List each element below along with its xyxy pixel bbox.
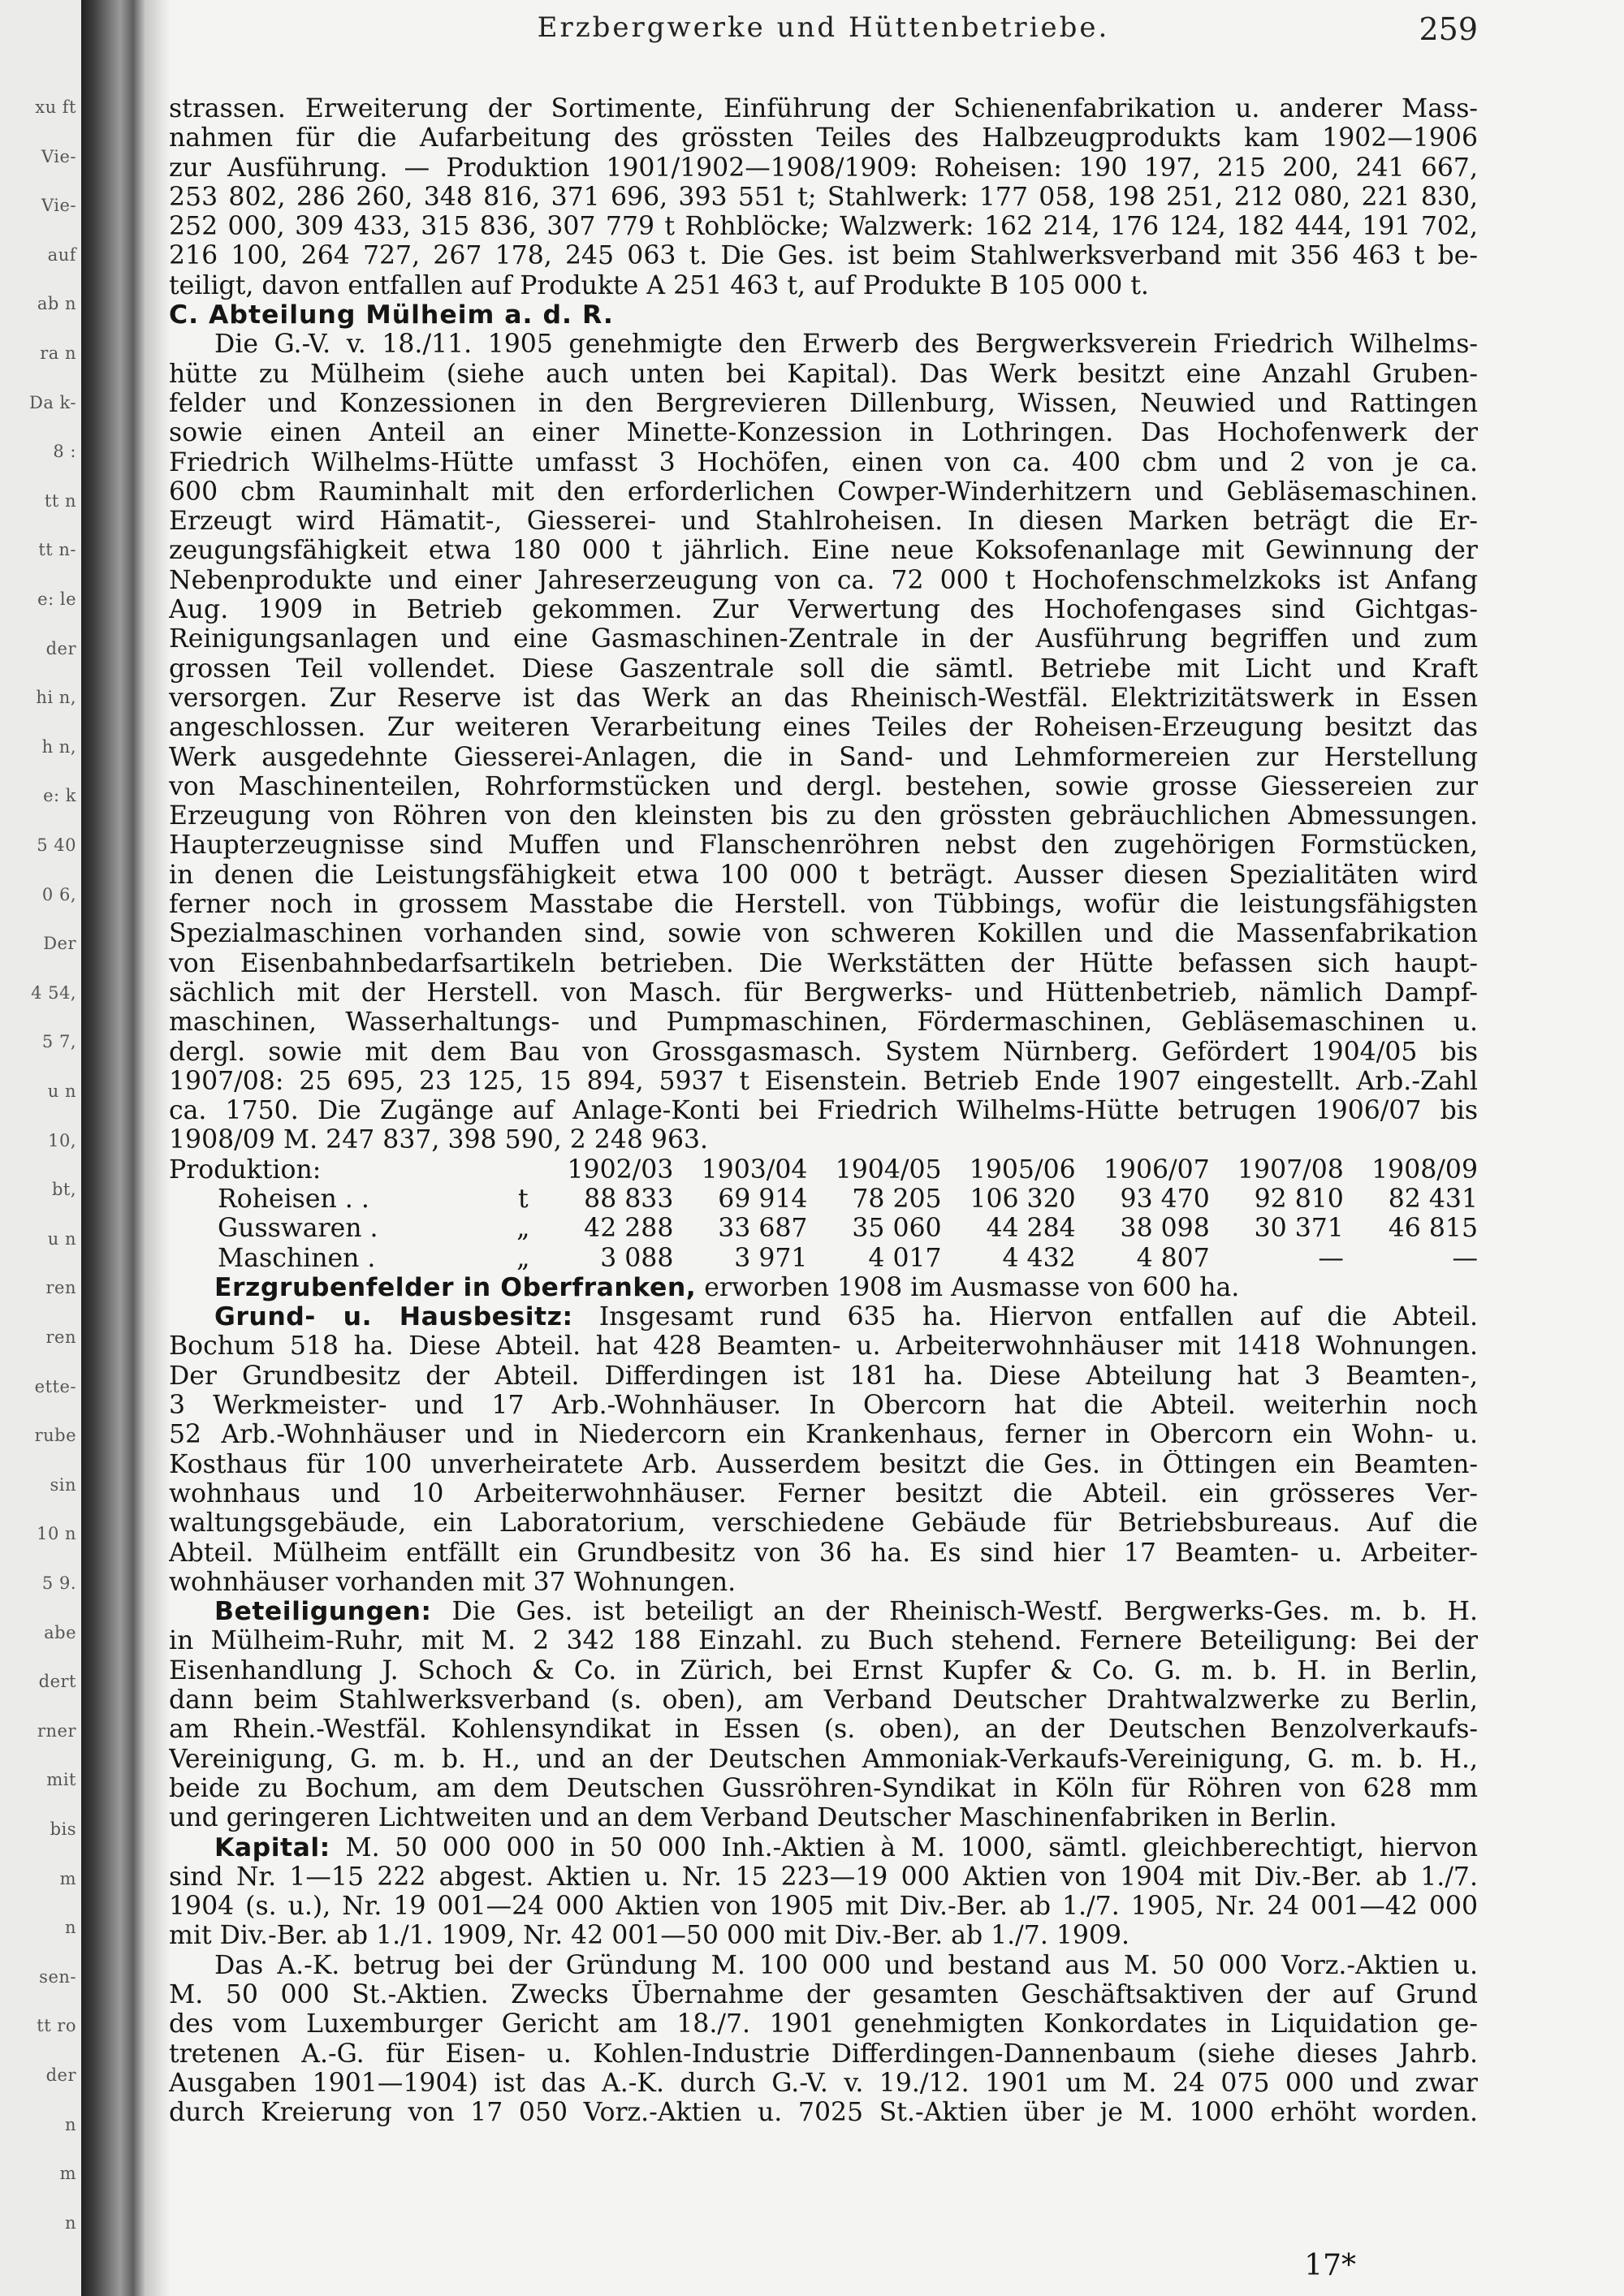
table-header-cell: 1904/05 [835, 1154, 942, 1185]
text-line [169, 330, 1478, 359]
table-cell: 46 815 [1388, 1214, 1478, 1244]
left-page-fragment: Vie- [41, 196, 76, 216]
line-text: Friedrich Wilhelms-Hütte umfasst 3 Hochöfen, einen von ca. 400 cbm und 2 von je ca. [169, 447, 1478, 477]
text-line [169, 1362, 1478, 1391]
left-page-margin [0, 0, 81, 2296]
text-line [169, 536, 1478, 565]
left-page-fragment: dert [38, 1672, 76, 1692]
left-page-fragment: der [45, 2065, 76, 2085]
left-page-fragment: sin [50, 1474, 76, 1495]
line-text: 1904 (s. u.), Nr. 19 001—24 000 Aktien von 1905 mit Div.-Ber. ab 1./7. 1905, Nr. 24 001—42 000 [169, 1892, 1478, 1922]
line-text: strassen. Erweiterung der Sortimente, Einführung der Schienenfabrikation u. anderer Mass- [169, 94, 1478, 123]
left-page-fragment: e: k [43, 786, 76, 806]
text-line [169, 1391, 1478, 1420]
text-line [169, 1568, 1478, 1597]
text-line [169, 1951, 1478, 1980]
left-page-fragment: m [59, 1868, 76, 1888]
line-text: Die Ges. ist beteiligt an der Rheinisch-Westf. Bergwerks-Ges. m. b. H. [431, 1597, 1478, 1627]
text-line [169, 1980, 1478, 2009]
line-text: sächlich mit der Herstell. von Masch. für Bergwerks- und Hüttenbetrieb, nämlich Dampf- [169, 978, 1478, 1008]
text-line [169, 831, 1478, 860]
line-text: waltungsgebäude, ein Laboratorium, verschiedene Gebäude für Betriebsbureaus. Auf die [169, 1508, 1478, 1539]
table-header-cell: 1903/04 [701, 1154, 808, 1185]
text-line [169, 94, 1478, 123]
line-text: Bochum 518 ha. Diese Abteil. hat 428 Beamten- u. Arbeiterwohnhäuser mit 1418 Wohnungen. [169, 1331, 1478, 1362]
left-page-fragment: Vie- [41, 146, 76, 166]
left-page-fragment: 5 9. [41, 1573, 76, 1593]
line-text: am Rhein.-Westfäl. Kohlensyndikat in Essen (s. oben), an der Deutschen Benzolverkaufs- [169, 1715, 1478, 1745]
text-line [169, 507, 1478, 536]
table-row [169, 1214, 1478, 1243]
text-line [169, 477, 1478, 507]
text-line [169, 1862, 1478, 1892]
left-page-fragment: m [59, 2164, 76, 2184]
line-text: 216 100, 264 727, 267 178, 245 063 t. Die Ges. ist beim Stahlwerksverband mit 356 463 t be- [169, 241, 1478, 271]
text-line [169, 153, 1478, 183]
table-cell: 92 810 [1254, 1184, 1344, 1214]
left-page-fragment: ren [45, 1278, 76, 1298]
text-line [169, 1745, 1478, 1774]
text-line [169, 890, 1478, 919]
line-text: von Eisenbahnbedarfsartikeln betrieben. Die Werkstätten der Hütte befassen sich haupt- [169, 948, 1478, 978]
row-unit: „ [516, 1243, 530, 1273]
table-cell: 4 807 [1136, 1243, 1210, 1273]
left-page-fragment: 8 : [53, 442, 76, 462]
paragraph-lead: Grund- u. Hausbesitz: [214, 1302, 573, 1332]
line-text: Eisenhandlung J. Schoch & Co. in Zürich, bei Ernst Kupfer & Co. G. m. b. H. in Berlin, [169, 1655, 1478, 1685]
line-text: hütte zu Mülheim (siehe auch unten bei Kapital). Das Werk besitzt eine Anzahl Gruben- [169, 359, 1478, 389]
row-label: Roheisen . . [218, 1184, 369, 1214]
line-text: Das A.-K. betrug bei der Gründung M. 100 000 und bestand aus M. 50 000 Vorz.-Aktien u. [214, 1950, 1478, 1980]
line-text: 1908/09 M. 247 837, 398 590, 2 248 963. [169, 1125, 709, 1155]
text-line [169, 713, 1478, 742]
line-text: 3 Werkmeister- und 17 Arb.-Wohnhäuser. In Obercorn hat die Abteil. weiterhin noch [169, 1391, 1478, 1421]
line-text: Abteil. Mülheim entfällt ein Grundbesitz von 36 ha. Es sind hier 17 Beamten- u. Arbeiter- [169, 1538, 1478, 1568]
left-page-fragment: Da k- [29, 392, 76, 412]
table-header-cell: 1902/03 [567, 1154, 674, 1185]
text-line [169, 1685, 1478, 1715]
left-page-fragment: mit [46, 1770, 76, 1790]
table-cell: 4 017 [868, 1243, 942, 1273]
text-line [169, 1715, 1478, 1744]
left-page-fragment: rube [34, 1426, 76, 1446]
text-line [169, 624, 1478, 654]
table-cell: — [1452, 1243, 1478, 1273]
book-gutter [81, 0, 146, 2296]
text-line [169, 1774, 1478, 1803]
left-page-fragment: bis [50, 1819, 76, 1839]
text-line [169, 389, 1478, 418]
line-text: Spezialmaschinen vorhanden sind, sowie von schweren Kokillen und die Massenfabrikation [169, 919, 1478, 949]
text-line [169, 1067, 1478, 1096]
line-text: ca. 1750. Die Zugänge auf Anlage-Konti bei Friedrich Wilhelms-Hütte betrugen 1906/07 bis [169, 1096, 1478, 1126]
table-cell: 3 088 [600, 1243, 674, 1273]
table-row [169, 1185, 1478, 1214]
left-page-fragment: rner [37, 1720, 76, 1741]
table-cell: 38 098 [1120, 1214, 1210, 1244]
text-line [169, 2009, 1478, 2039]
line-text: zeugungsfähigkeit etwa 180 000 t jährlich. Eine neue Koksofenanlage mit Gewinnung der [169, 536, 1478, 566]
text-line [169, 2069, 1478, 2098]
left-page-fragment: 10 n [37, 1524, 76, 1544]
left-page-fragment: ette- [34, 1376, 76, 1396]
line-text: Vereinigung, G. m. b. H., und an der Deutschen Ammoniak-Verkaufs-Vereinigung, G. m. b. H., [169, 1744, 1478, 1774]
text-line [169, 1892, 1478, 1921]
text-line [169, 183, 1478, 212]
left-page-fragment: hi n, [36, 688, 76, 708]
table-label: Produktion: [169, 1154, 322, 1185]
page-number: 259 [1419, 11, 1478, 47]
table-header-cell: 1908/09 [1371, 1154, 1478, 1185]
line-text: Erzeugt wird Hämatit-, Giesserei- und Stahlroheisen. In diesen Marken beträgt die Er- [169, 507, 1478, 537]
left-page-fragment: sen- [39, 1966, 76, 1987]
text-line [169, 1803, 1478, 1832]
left-page-fragment: 4 54, [31, 982, 76, 1003]
left-page-fragment: e: le [37, 589, 76, 609]
left-page-fragment: abe [44, 1622, 76, 1642]
paragraph-lead: Erzgrubenfelder in Oberfranken, [214, 1272, 697, 1302]
text-line [169, 743, 1478, 772]
left-page-fragment: n [64, 2114, 76, 2134]
section-heading [169, 300, 1478, 330]
row-label: Maschinen . [218, 1243, 376, 1273]
paragraph-lead: Kapital: [214, 1832, 330, 1862]
line-text: 253 802, 286 260, 348 816, 371 696, 393 551 t; Stahlwerk: 177 058, 198 251, 212 080, 221 830, [169, 182, 1478, 212]
line-text: Haupterzeugnisse sind Muffen und Flanschenröhren nebst den zugehörigen Formstücken, [169, 831, 1478, 861]
running-head: Erzbergwerke und Hüttenbetriebe. [537, 11, 1110, 44]
text-line [169, 271, 1478, 300]
table-cell: 33 687 [718, 1214, 808, 1244]
line-text: tretenen A.-G. für Eisen- u. Kohlen-Industrie Differdingen-Dannenbaum (siehe dieses Jahrb. [169, 2039, 1478, 2069]
body-text [169, 94, 1478, 2127]
line-text: dann beim Stahlwerksverband (s. oben), am Verband Deutscher Drahtwalzwerke zu Berlin, [169, 1685, 1478, 1716]
line-text: beide zu Bochum, am dem Deutschen Gussröhren-Syndikat in Köln für Röhren von 628 mm [169, 1773, 1478, 1803]
left-page-fragment: 5 40 [37, 835, 76, 855]
text-line [169, 1921, 1478, 1950]
line-text: in denen die Leistungsfähigkeit etwa 100 000 t beträgt. Ausser diesen Spezialitäten wird [169, 860, 1478, 890]
left-page-fragment: tt n- [38, 540, 76, 560]
table-cell: 4 432 [1002, 1243, 1076, 1273]
row-unit: t [517, 1184, 529, 1214]
row-unit: „ [516, 1214, 530, 1244]
text-line [169, 1479, 1478, 1508]
text-line [169, 2039, 1478, 2069]
line-text: 600 cbm Rauminhalt mit den erforderlichen Cowper-Winderhitzern und Gebläsemaschinen. [169, 477, 1478, 507]
table-cell: 88 833 [584, 1184, 674, 1214]
line-text: Reinigungsanlagen und eine Gasmaschinen-Zentrale in der Ausführung begriffen und zum [169, 624, 1478, 654]
book-page [169, 0, 1478, 2296]
line-text: felder und Konzessionen in den Bergrevieren Dillenburg, Wissen, Neuwied und Rattingen [169, 388, 1478, 418]
table-cell: 78 205 [852, 1184, 942, 1214]
text-block-before-table [169, 94, 1478, 1155]
line-text: angeschlossen. Zur weiteren Verarbeitung eines Teiles der Roheisen-Erzeugung besitzt das [169, 713, 1478, 743]
left-page-fragment: n [64, 1918, 76, 1938]
text-line [169, 448, 1478, 477]
line-text: wohnhaus und 10 Arbeiterwohnhäuser. Ferner besitzt die Abteil. ein grösseres Ver- [169, 1478, 1478, 1508]
line-text: Nebenprodukte und einer Jahreserzeugung von ca. 72 000 t Hochofenschmelzkoks ist Anfang [169, 565, 1478, 595]
left-page-fragment: Der [43, 934, 76, 954]
signature-mark: 17* [1304, 2249, 1356, 2282]
text-line [169, 684, 1478, 713]
line-text: durch Kreierung von 17 050 Vorz.-Aktien u. 7025 St.-Aktien über je M. 1000 erhöht worden. [169, 2098, 1478, 2128]
left-page-fragment: ren [45, 1327, 76, 1347]
line-text: und geringeren Lichtweiten und an dem Verband Deutscher Maschinenfabriken in Berlin. [169, 1803, 1337, 1833]
text-block-after-table [169, 1273, 1478, 2128]
text-line [169, 978, 1478, 1008]
line-text: nahmen für die Aufarbeitung des grössten Teiles des Halbzeugprodukts kam 1902—1906 [169, 123, 1478, 153]
left-page-fragment: u n [47, 1228, 76, 1249]
left-page-fragment: ab n [37, 294, 76, 314]
left-page-fragment: n [64, 2212, 76, 2233]
line-text: Erzeugung von Röhren von den kleinsten bis zu den grössten gebräuchlichen Abmessungen. [169, 801, 1478, 831]
table-row [169, 1244, 1478, 1273]
table-cell: 44 284 [986, 1214, 1076, 1244]
left-page-fragment: ra n [40, 343, 76, 363]
text-line [169, 1125, 1478, 1154]
left-page-fragment: der [45, 638, 76, 658]
line-text: C. Abteilung Mülheim a. d. R. [169, 300, 614, 330]
row-label: Gusswaren . [218, 1214, 378, 1244]
table-header-row [169, 1155, 1478, 1185]
line-text: des vom Luxemburger Gericht am 18./7. 1901 genehmigten Konkordates in Liquidation ge- [169, 2009, 1478, 2039]
line-text: erworben 1908 im Ausmasse von 600 ha. [696, 1272, 1240, 1302]
text-line [169, 919, 1478, 948]
text-line [169, 1833, 1478, 1862]
line-text: Der Grundbesitz der Abteil. Differdingen ist 181 ha. Diese Abteilung hat 3 Beamten-, [169, 1361, 1478, 1391]
line-text: Kosthaus für 100 unverheiratete Arb. Ausserdem besitzt die Ges. in Öttingen ein Beamten- [169, 1449, 1478, 1479]
text-line [169, 861, 1478, 890]
paragraph-lead: Beteiligungen: [214, 1597, 432, 1627]
text-line [169, 1273, 1478, 1302]
left-page-fragment: bt, [51, 1180, 76, 1200]
left-page-fragment: u n [47, 1081, 76, 1101]
line-text: teiligt, davon entfallen auf Produkte A 251 463 t, auf Produkte B 105 000 t. [169, 270, 1149, 300]
table-cell: 42 288 [584, 1214, 674, 1244]
text-line [169, 1626, 1478, 1655]
text-line [169, 1302, 1478, 1331]
text-line [169, 801, 1478, 831]
text-line [169, 123, 1478, 153]
line-text: Insgesamt rund 635 ha. Hiervon entfallen auf die Abteil. [572, 1302, 1478, 1332]
left-page-fragment: h n, [41, 736, 76, 757]
text-line [169, 418, 1478, 447]
text-line [169, 1450, 1478, 1479]
text-line [169, 654, 1478, 684]
text-line [169, 1008, 1478, 1037]
line-text: Aug. 1909 in Betrieb gekommen. Zur Verwertung des Hochofengases sind Gichtgas- [169, 595, 1478, 625]
table-cell: 35 060 [852, 1214, 942, 1244]
text-line [169, 1656, 1478, 1685]
text-line [169, 1331, 1478, 1361]
table-cell: 3 971 [734, 1243, 808, 1273]
line-text: von Maschinenteilen, Rohrformstücken und dergl. bestehen, sowie grosse Giessereien zur [169, 771, 1478, 801]
line-text: mit Div.-Ber. ab 1./1. 1909, Nr. 42 001—50 000 mit Div.-Ber. ab 1./7. 1909. [169, 1921, 1130, 1951]
table-cell: 93 470 [1120, 1184, 1210, 1214]
table-header-cell: 1905/06 [969, 1154, 1076, 1185]
text-line [169, 1420, 1478, 1449]
table-cell: 82 431 [1388, 1184, 1478, 1214]
line-text: wohnhäuser vorhanden mit 37 Wohnungen. [169, 1567, 736, 1597]
line-text: ferner noch in grossem Masstabe die Herstell. von Tübbings, wofür die leistungsfähigsten [169, 890, 1478, 920]
line-text: in Mülheim-Ruhr, mit M. 2 342 188 Einzahl. zu Buch stehend. Fernere Beteiligung: Bei der [169, 1626, 1478, 1656]
line-text: 252 000, 309 433, 315 836, 307 779 t Rohblöcke; Walzwerk: 162 214, 176 124, 182 444, 191 702, [169, 212, 1478, 242]
line-text: versorgen. Zur Reserve ist das Werk an das Rheinisch-Westfäl. Elektrizitätswerk in Essen [169, 683, 1478, 713]
left-page-fragment: 5 7, [41, 1032, 76, 1052]
text-line [169, 241, 1478, 270]
line-text: grossen Teil vollendet. Diese Gaszentrale soll die sämtl. Betriebe mit Licht und Kraft [169, 654, 1478, 684]
table-header-cell: 1906/07 [1103, 1154, 1210, 1185]
line-text: dergl. sowie mit dem Bau von Grossgasmasch. System Nürnberg. Gefördert 1904/05 bis [169, 1037, 1478, 1067]
table-cell: — [1318, 1243, 1344, 1273]
line-text: 52 Arb.-Wohnhäuser und in Niedercorn ein Krankenhaus, ferner in Obercorn ein Wohn- u. [169, 1420, 1478, 1450]
table-cell: 30 371 [1254, 1214, 1344, 1244]
line-text: M. 50 000 000 in 50 000 Inh.-Aktien à M. 1000, sämtl. gleichberechtigt, hiervon [330, 1832, 1478, 1862]
line-text: M. 50 000 St.-Aktien. Zwecks Übernahme der gesamten Geschäftsaktiven der auf Grund [169, 1980, 1478, 2009]
text-line [169, 212, 1478, 241]
production-table [169, 1155, 1478, 1273]
text-line [169, 949, 1478, 978]
line-text: zur Ausführung. — Produktion 1901/1902—1908/1909: Roheisen: 190 197, 215 200, 241 667, [169, 153, 1478, 183]
left-page-fragment: auf [47, 244, 76, 265]
text-line [169, 566, 1478, 595]
left-page-fragment: tt ro [37, 2016, 76, 2036]
table-cell: 106 320 [970, 1184, 1076, 1214]
left-page-fragment: 0 6, [41, 884, 76, 904]
table-cell: 69 914 [718, 1184, 808, 1214]
left-page-fragment: 10, [48, 1130, 76, 1150]
line-text: Werk ausgedehnte Giesserei-Anlagen, die in Sand- und Lehmformereien zur Herstellung [169, 742, 1478, 772]
text-line [169, 1539, 1478, 1568]
line-text: Die G.-V. v. 18./11. 1905 genehmigte den Erwerb des Bergwerksverein Friedrich Wilhelms- [214, 330, 1478, 360]
text-line [169, 595, 1478, 624]
text-line [169, 1597, 1478, 1626]
text-line [169, 1508, 1478, 1538]
gutter-shadow [146, 0, 171, 2296]
table-header-cell: 1907/08 [1237, 1154, 1344, 1185]
text-line [169, 2098, 1478, 2127]
text-line [169, 360, 1478, 389]
line-text: sind Nr. 1—15 222 abgest. Aktien u. Nr. 15 223—19 000 Aktien von 1904 mit Div.-Ber. ab 1./7. [169, 1862, 1478, 1892]
left-page-fragment: xu ft [35, 97, 76, 117]
text-line [169, 1038, 1478, 1067]
line-text: 1907/08: 25 695, 23 125, 15 894, 5937 t Eisenstein. Betrieb Ende 1907 eingestellt. Arb.-Zahl [169, 1066, 1478, 1096]
line-text: Ausgaben 1901—1904) ist das A.-K. durch G.-V. v. 19./12. 1901 um M. 24 075 000 und zwar [169, 2068, 1478, 2098]
text-line [169, 772, 1478, 801]
left-page-fragment: tt n [44, 490, 76, 511]
text-line [169, 1096, 1478, 1125]
line-text: maschinen, Wasserhaltungs- und Pumpmaschinen, Fördermaschinen, Gebläsemaschinen u. [169, 1008, 1478, 1038]
line-text: sowie einen Anteil an einer Minette-Konzession in Lothringen. Das Hochofenwerk der [169, 418, 1478, 448]
